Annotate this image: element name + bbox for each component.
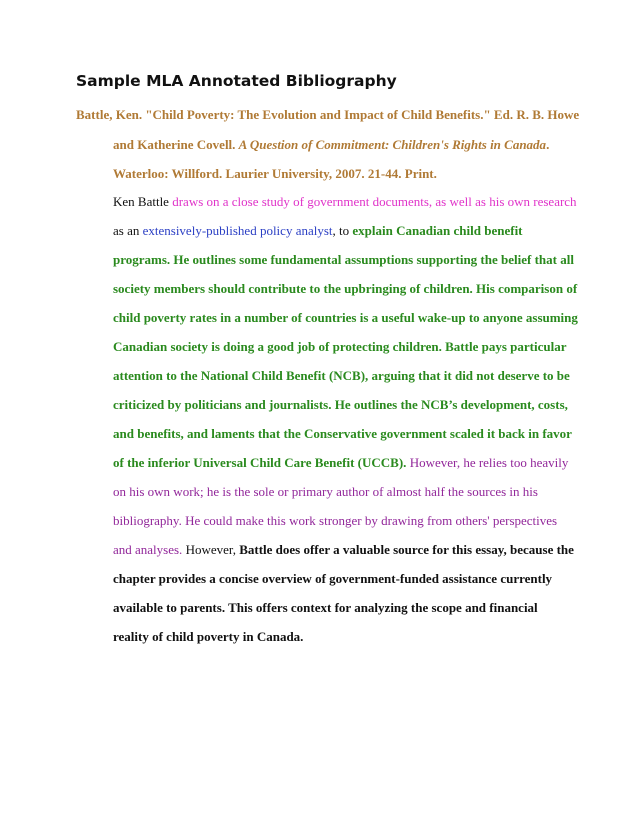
evaluation-text: and analyses. <box>113 542 186 557</box>
reflection-text: Battle does offer a valuable source for this essay, because the <box>239 542 574 557</box>
annotation-text: as an <box>113 223 143 238</box>
annotation-line-10 <box>113 455 568 471</box>
annotation-line-13 <box>113 542 574 558</box>
summary-text: draws on a close study of government documents, as well as his own research <box>172 194 577 209</box>
citation-period: . <box>546 137 550 152</box>
annotation-line-5: child poverty rates in a number of countries is a useful wake-up to anyone assuming <box>113 310 578 325</box>
annotation-line-11: on his own work; he is the sole or primary author of almost half the sources in his <box>113 484 538 499</box>
annotation-line-16: reality of child poverty in Canada. <box>113 629 304 644</box>
annotation-line-3: programs. He outlines some fundamental assumptions supporting the belief that all <box>113 252 574 267</box>
page-title: Sample MLA Annotated Bibliography <box>76 72 397 90</box>
credential-text: extensively-published policy analyst <box>142 223 333 238</box>
annotation-line-9: and benefits, and laments that the Conservative government scaled it back in favor <box>113 426 572 441</box>
annotation-line-12: bibliography. He could make this work stronger by drawing from others' perspectives <box>113 513 558 528</box>
analysis-text: of the inferior Universal Child Care Benefit (UCCB). <box>113 455 410 470</box>
citation-editors: and Katherine Covell. <box>113 137 239 152</box>
annotation-line-15: available to parents. This offers context for analyzing the scope and financial <box>113 600 538 615</box>
evaluation-text: However, he relies too heavily <box>409 455 569 470</box>
citation-line-3: Waterloo: Willford. Laurier University, 2007. 21-44. Print. <box>113 166 437 181</box>
annotation-line-6: Canadian society is doing a good job of protecting children. Battle pays particular <box>113 339 567 354</box>
citation-line-1: Battle, Ken. "Child Poverty: The Evolution and Impact of Child Benefits." Ed. R. B. Howe <box>76 107 580 122</box>
annotation-line-8: criticized by politicians and journalists. He outlines the NCB’s development, costs, <box>113 397 568 412</box>
annotation-line-4: society members should contribute to the upbringing of children. His comparison of <box>113 281 578 296</box>
author-name: Ken Battle <box>113 194 173 209</box>
annotation-text: , to <box>332 223 353 238</box>
annotation-line-14: chapter provides a concise overview of government-funded assistance currently <box>113 571 553 586</box>
analysis-text: explain Canadian child benefit <box>352 223 523 238</box>
citation-line-2 <box>113 137 549 153</box>
annotation-line-2 <box>113 223 523 239</box>
annotation-line-1 <box>113 194 577 210</box>
citation-book-title: A Question of Commitment: Children's Rights in Canada <box>238 137 547 152</box>
annotation-line-7: attention to the National Child Benefit (NCB), arguing that it did not deserve to be <box>113 368 570 383</box>
transition-text: However, <box>185 542 240 557</box>
